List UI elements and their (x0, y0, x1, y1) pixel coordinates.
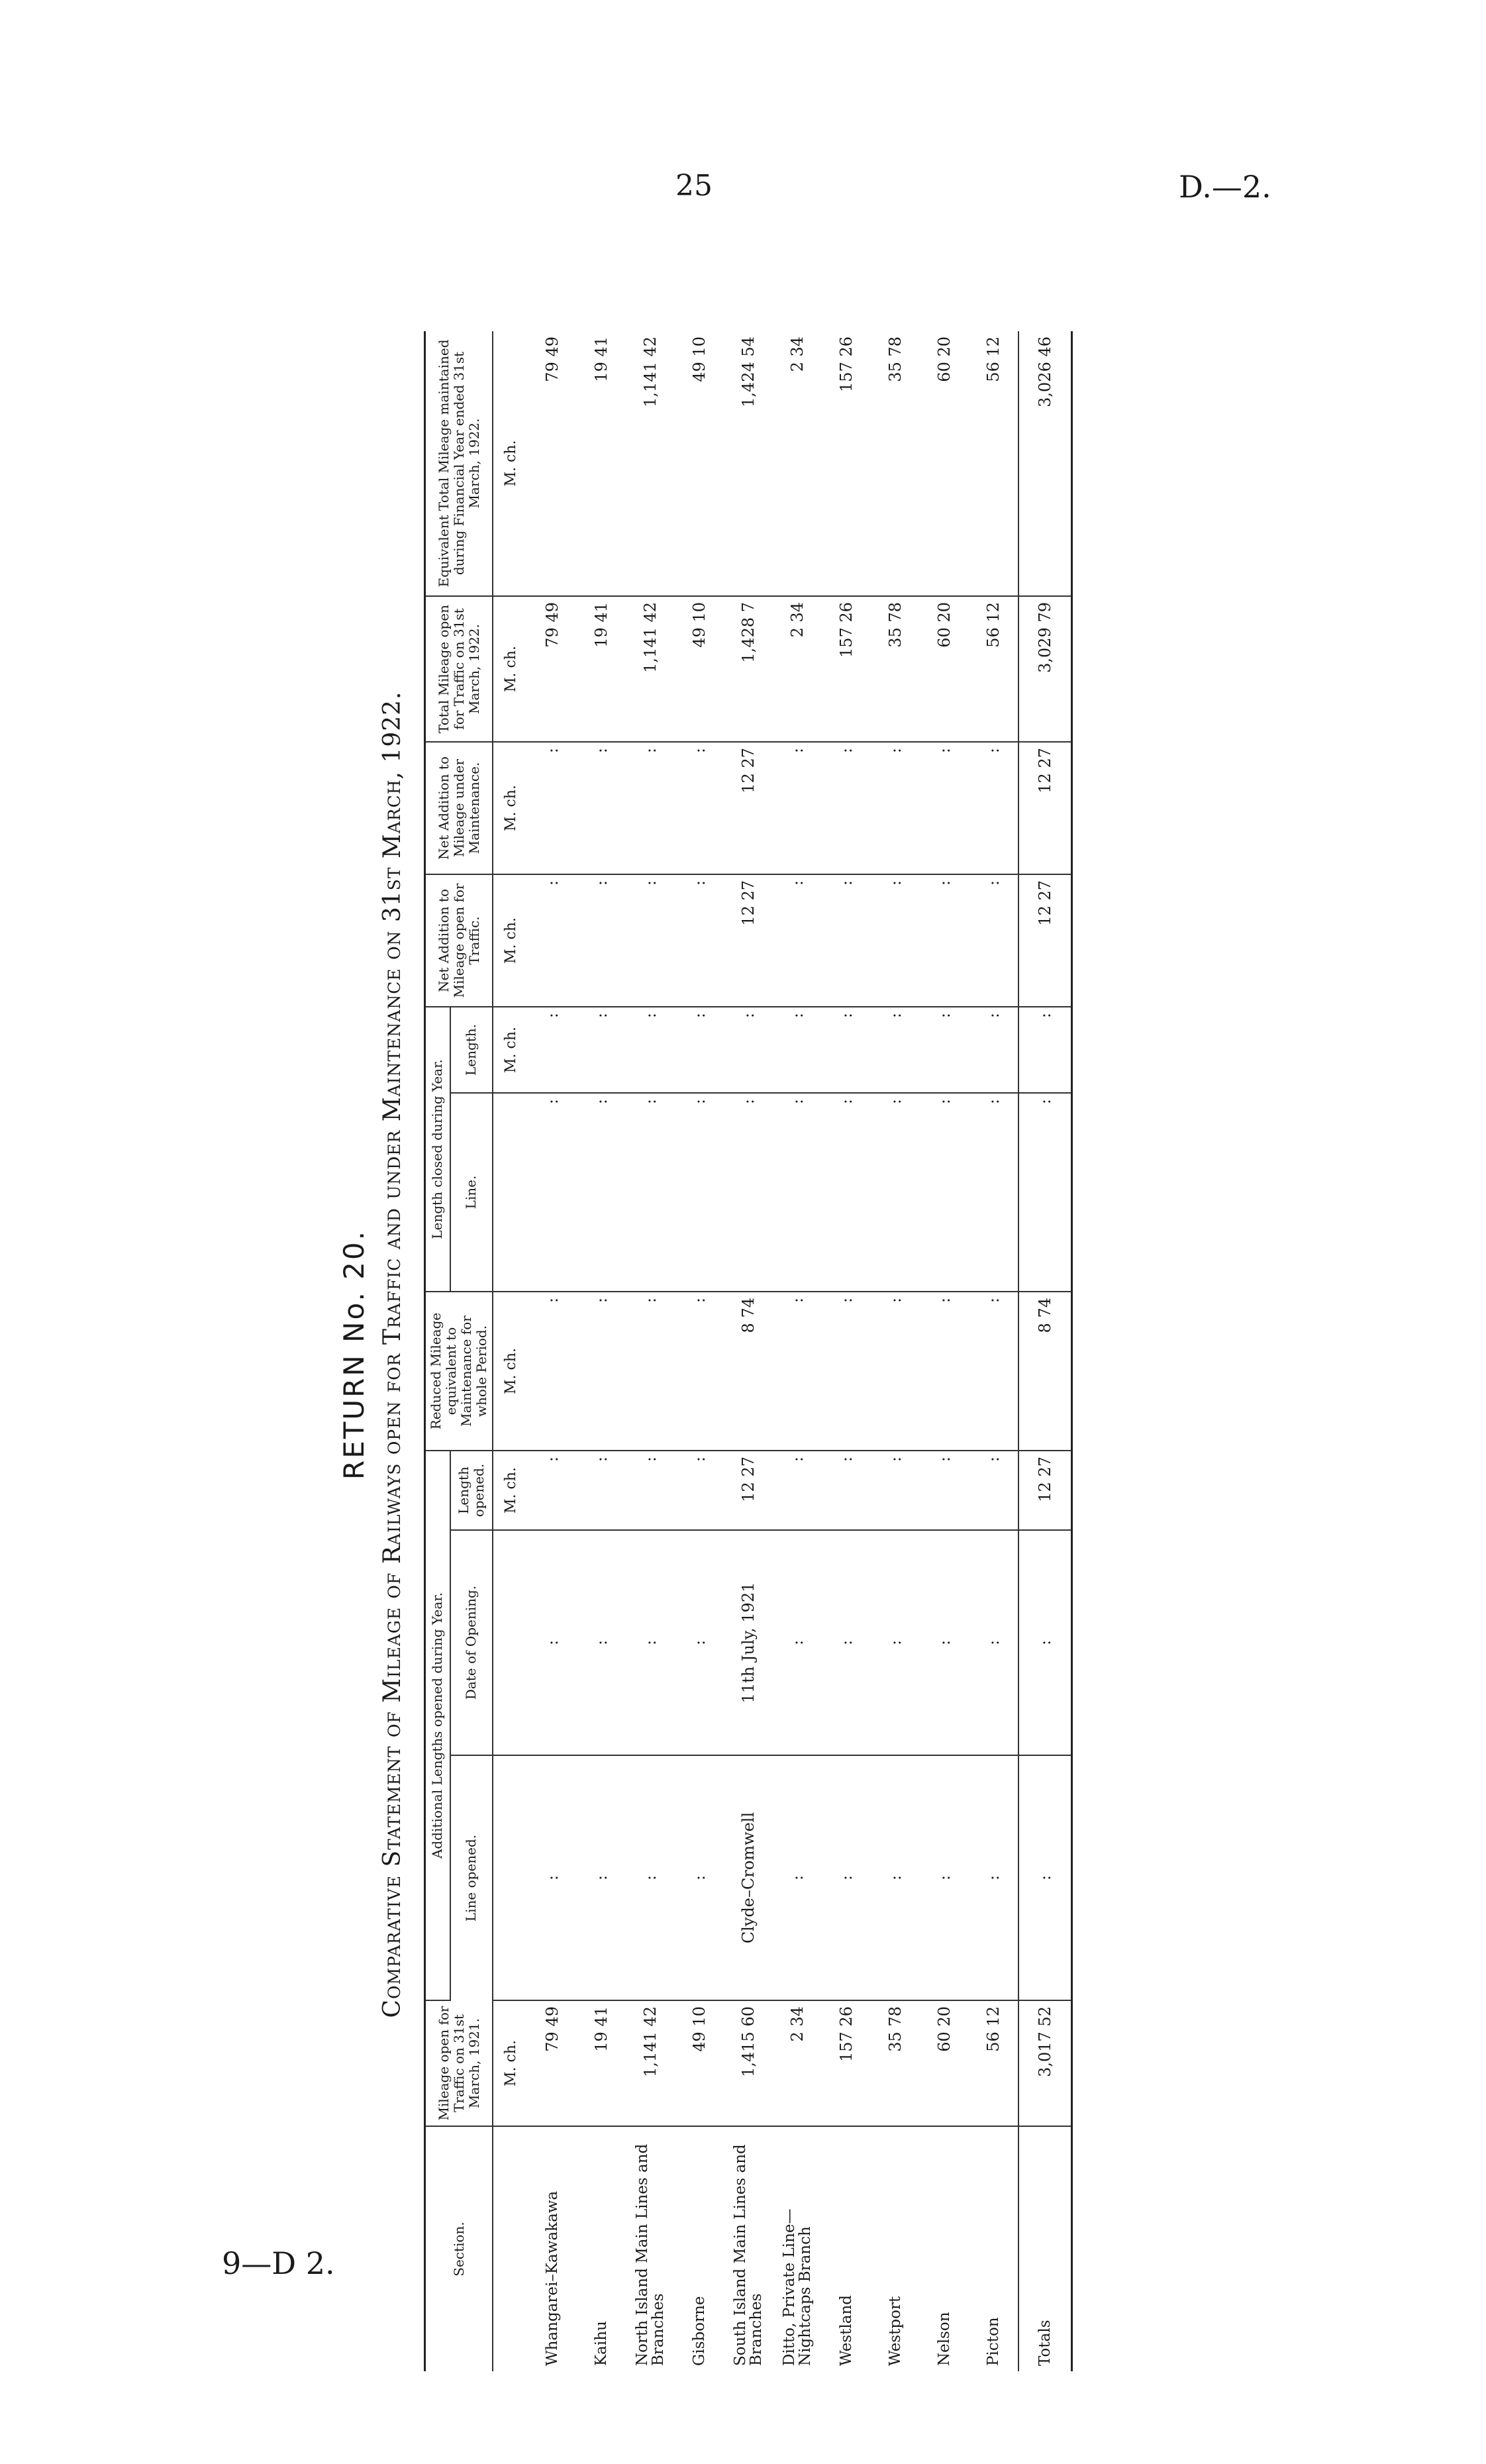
cell-net-t: : (871, 874, 920, 1007)
cell-reduced: : (577, 1292, 626, 1451)
cell-date: : (528, 1530, 577, 1755)
cell-length: : (920, 1451, 969, 1530)
cell-equiv: 35 78 (871, 331, 920, 596)
cell-section: Kaihu (592, 2321, 610, 2366)
cell-net-m: : (528, 742, 577, 874)
cell-cl-line: : (969, 1093, 1018, 1292)
cell-m1921: 1,415 60 (724, 2000, 773, 2126)
cell-reduced: : (871, 1292, 920, 1451)
cell-cl-len: : (871, 1007, 920, 1093)
table-row (920, 331, 969, 2371)
cell-net-t: 12 27 (1018, 874, 1072, 1007)
cell-reduced: : (773, 1292, 822, 1451)
cell-total: 56 12 (969, 596, 1018, 742)
cell-date: : (577, 1530, 626, 1755)
cell-total: 79 49 (528, 596, 577, 742)
cell-cl-line: : (822, 1093, 871, 1292)
cell-section: Westport (886, 2296, 904, 2366)
cell-net-m: : (675, 742, 724, 874)
cell-line: : (577, 1755, 626, 2000)
cell-length: : (675, 1451, 724, 1530)
unit-label: M. ch. (493, 331, 528, 596)
cell-equiv: 1,424 54 (724, 331, 773, 596)
header-length-opened: Length opened. (450, 1451, 493, 1530)
header-net-addition-traffic: Net Addition to Mileage open for Traffic. (425, 874, 493, 1007)
cell-reduced: : (969, 1292, 1018, 1451)
cell-total: 60 20 (920, 596, 969, 742)
cell-m1921: 79 49 (528, 2000, 577, 2126)
cell-date: : (871, 1530, 920, 1755)
cell-cl-len: : (822, 1007, 871, 1093)
cell-net-m: : (577, 742, 626, 874)
cell-reduced: : (675, 1292, 724, 1451)
cell-date: : (773, 1530, 822, 1755)
cell-line: : (969, 1755, 1018, 2000)
cell-cl-len: : (528, 1007, 577, 1093)
rotated-table-block (338, 311, 1053, 2398)
cell-date: : (675, 1530, 724, 1755)
cell-length: : (822, 1451, 871, 1530)
cell-net-m: : (626, 742, 675, 874)
cell-equiv: 49 10 (675, 331, 724, 596)
cell-line: : (773, 1755, 822, 2000)
header-date-of-opening: Date of Opening. (450, 1530, 493, 1755)
header-equivalent-mileage: Equivalent Total Mileage maintained during Financial Year ended 31st March, 1922. (425, 331, 493, 596)
mileage-table (424, 331, 1073, 2371)
cell-m1921: 2 34 (773, 2000, 822, 2126)
cell-date: : (1018, 1530, 1072, 1755)
cell-section: Whangarei–Kawakawa (543, 2190, 561, 2366)
unit-label: M. ch. (493, 1007, 528, 1093)
cell-net-t: : (920, 874, 969, 1007)
cell-net-m: 12 27 (724, 742, 773, 874)
cell-net-m: : (920, 742, 969, 874)
cell-m1921: 56 12 (969, 2000, 1018, 2126)
header-net-addition-maintenance: Net Addition to Mileage under Maintenance. (425, 742, 493, 874)
cell-length: : (773, 1451, 822, 1530)
cell-equiv: 3,026 46 (1018, 331, 1072, 596)
cell-total: 3,029 79 (1018, 596, 1072, 742)
cell-cl-len: : (773, 1007, 822, 1093)
cell-cl-len: : (1018, 1007, 1072, 1093)
cell-cl-line: : (675, 1093, 724, 1292)
cell-net-t: : (577, 874, 626, 1007)
cell-cl-line: : (773, 1093, 822, 1292)
cell-line: : (1018, 1755, 1072, 2000)
cell-length: : (626, 1451, 675, 1530)
cell-section: Gisborne (690, 2296, 708, 2366)
header-total-mileage-1922: Total Mileage open for Traffic on 31st March, 1922. (425, 596, 493, 742)
table-row (675, 331, 724, 2371)
unit-label: M. ch. (493, 1292, 528, 1451)
cell-m1921: 3,017 52 (1018, 2000, 1072, 2126)
cell-equiv: 2 34 (773, 331, 822, 596)
cell-net-m: : (871, 742, 920, 874)
cell-equiv: 79 49 (528, 331, 577, 596)
cell-cl-len: : (724, 1007, 773, 1093)
table-row (724, 331, 773, 2371)
cell-m1921: 60 20 (920, 2000, 969, 2126)
cell-length: 12 27 (1018, 1451, 1072, 1530)
cell-cl-line: : (724, 1093, 773, 1292)
cell-cl-len: : (577, 1007, 626, 1093)
cell-net-t: : (626, 874, 675, 1007)
cell-equiv: 1,141 42 (626, 331, 675, 596)
unit-label: M. ch. (493, 596, 528, 742)
cell-section: Ditto, Private Line—Nightcaps Branch (780, 2208, 814, 2366)
cell-section: Totals (1018, 2126, 1072, 2371)
header-closed-line: Line. (450, 1093, 493, 1292)
cell-cl-len: : (969, 1007, 1018, 1093)
cell-net-m: : (773, 742, 822, 874)
cell-reduced: : (626, 1292, 675, 1451)
header-length-closed: Length closed during Year. (425, 1007, 450, 1292)
cell-cl-len: : (626, 1007, 675, 1093)
cell-line: : (528, 1755, 577, 2000)
cell-total: 157 26 (822, 596, 871, 742)
cell-section: South Island Main Lines and Branches (731, 2144, 765, 2366)
table-row (577, 331, 626, 2371)
cell-net-t: 12 27 (724, 874, 773, 1007)
cell-length: : (577, 1451, 626, 1530)
cell-m1921: 157 26 (822, 2000, 871, 2126)
cell-cl-line: : (528, 1093, 577, 1292)
header-reduced-mileage: Reduced Mileage equivalent to Maintenance for whole Period. (425, 1292, 493, 1451)
header-closed-length: Length. (450, 1007, 493, 1093)
cell-date: : (822, 1530, 871, 1755)
cell-cl-line: : (871, 1093, 920, 1292)
cell-line: : (871, 1755, 920, 2000)
cell-cl-line: : (1018, 1093, 1072, 1292)
cell-length: : (871, 1451, 920, 1530)
unit-label: M. ch. (493, 2000, 528, 2126)
cell-cl-line: : (920, 1093, 969, 1292)
table-row (871, 331, 920, 2371)
cell-total: 2 34 (773, 596, 822, 742)
unit-label: M. ch. (493, 1451, 528, 1530)
header-mileage-1921: Mileage open for Traffic on 31st March, 1921. (425, 2000, 493, 2126)
cell-cl-line: : (626, 1093, 675, 1292)
table-row (773, 331, 822, 2371)
cell-equiv: 60 20 (920, 331, 969, 596)
cell-length: 12 27 (724, 1451, 773, 1530)
cell-reduced: : (920, 1292, 969, 1451)
cell-total: 1,141 42 (626, 596, 675, 742)
unit-label: M. ch. (493, 742, 528, 874)
cell-length: : (969, 1451, 1018, 1530)
cell-line: Clyde–Cromwell (724, 1755, 773, 2000)
cell-net-t: : (822, 874, 871, 1007)
cell-net-t: : (969, 874, 1018, 1007)
table-row (822, 331, 871, 2371)
cell-net-t: : (773, 874, 822, 1007)
table-row (528, 331, 577, 2371)
cell-date: 11th July, 1921 (724, 1530, 773, 1755)
cell-net-m: : (822, 742, 871, 874)
header-line-opened: Line opened. (450, 1755, 493, 2000)
cell-m1921: 49 10 (675, 2000, 724, 2126)
cell-net-m: 12 27 (1018, 742, 1072, 874)
cell-length: : (528, 1451, 577, 1530)
table-row (969, 331, 1018, 2371)
cell-cl-len: : (920, 1007, 969, 1093)
cell-cl-line: : (577, 1093, 626, 1292)
cell-line: : (920, 1755, 969, 2000)
page-number: 25 (675, 169, 713, 203)
footer-reference: 9—D 2. (222, 2245, 335, 2281)
cell-section: Westland (837, 2294, 855, 2366)
totals-row (1018, 331, 1072, 2371)
cell-date: : (969, 1530, 1018, 1755)
cell-section: North Island Main Lines and Branches (633, 2143, 667, 2366)
cell-total: 49 10 (675, 596, 724, 742)
cell-equiv: 56 12 (969, 331, 1018, 596)
unit-label: M. ch. (493, 874, 528, 1007)
units-row (493, 331, 528, 2371)
cell-reduced: 8 74 (1018, 1292, 1072, 1451)
cell-net-m: : (969, 742, 1018, 874)
cell-line: : (675, 1755, 724, 2000)
cell-section: Picton (984, 2317, 1002, 2366)
cell-total: 1,428 7 (724, 596, 773, 742)
header-additional-lengths: Additional Lengths opened during Year. (425, 1451, 450, 2000)
cell-equiv: 157 26 (822, 331, 871, 596)
cell-m1921: 35 78 (871, 2000, 920, 2126)
cell-m1921: 1,141 42 (626, 2000, 675, 2126)
cell-cl-len: : (675, 1007, 724, 1093)
return-title: RETURN No. 20. (338, 1229, 370, 1480)
cell-equiv: 19 41 (577, 331, 626, 596)
cell-section: Nelson (935, 2312, 953, 2366)
cell-date: : (626, 1530, 675, 1755)
cell-total: 19 41 (577, 596, 626, 742)
cell-net-t: : (675, 874, 724, 1007)
cell-line: : (822, 1755, 871, 2000)
cell-reduced: : (528, 1292, 577, 1451)
cell-reduced: 8 74 (724, 1292, 773, 1451)
cell-net-t: : (528, 874, 577, 1007)
table-heading: Comparative Statement of Mileage of Railways open for Traffic and under Maintenance on 31st March, 1922. (379, 691, 406, 2018)
cell-m1921: 19 41 (577, 2000, 626, 2126)
cell-reduced: : (822, 1292, 871, 1451)
cell-date: : (920, 1530, 969, 1755)
table-row (626, 331, 675, 2371)
document-reference: D.—2. (1179, 169, 1271, 205)
cell-line: : (626, 1755, 675, 2000)
cell-total: 35 78 (871, 596, 920, 742)
header-section: Section. (425, 2126, 493, 2371)
